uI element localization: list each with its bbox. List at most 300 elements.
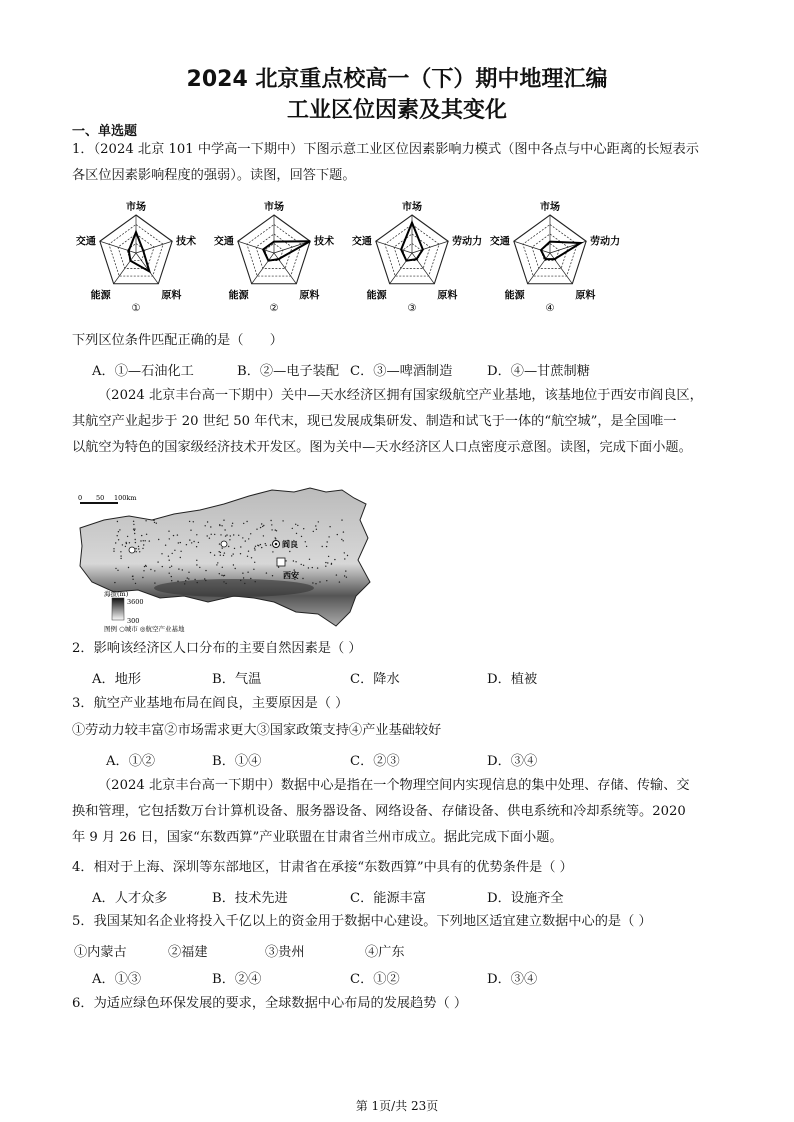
- population-dot: [224, 552, 225, 553]
- population-dot: [254, 548, 255, 549]
- population-dot: [263, 535, 264, 536]
- q1-stem-line2: 各区位因素影响程度的强弱）。读图，回答下题。: [72, 168, 356, 183]
- population-dot: [282, 520, 283, 521]
- radar-label: 市场: [264, 202, 284, 213]
- population-dot: [266, 572, 267, 573]
- population-dot: [344, 552, 345, 553]
- population-dot: [326, 546, 327, 547]
- radar-label: 原料: [299, 290, 320, 302]
- population-dot: [188, 578, 189, 579]
- population-dot: [248, 551, 249, 552]
- radar-diagram-2: [214, 200, 334, 314]
- population-dot: [289, 551, 290, 552]
- radar-label: 技术: [176, 236, 197, 248]
- q1-question: 下列区位条件匹配正确的是（ ）: [72, 333, 283, 348]
- q1-option-b: B．②—电子装配: [237, 364, 340, 379]
- q4-option-a: A．人才众多: [92, 891, 168, 906]
- population-dot: [134, 533, 135, 534]
- population-dot: [125, 546, 126, 547]
- population-dot: [275, 538, 276, 539]
- population-dot: [145, 540, 146, 541]
- population-dot: [115, 542, 116, 543]
- population-dot: [260, 544, 261, 545]
- population-dot: [193, 521, 194, 522]
- radar-label: 交通: [75, 236, 96, 248]
- population-dot: [118, 531, 119, 532]
- diagram-caption: ①: [131, 303, 141, 314]
- population-dot: [293, 560, 294, 561]
- population-dot: [337, 534, 338, 535]
- passage2-line3: 以航空为特色的国家级经济技术开发区。图为关中—天水经济区人口点密度示意图。读图，完成下面小题。: [72, 440, 692, 455]
- population-dot: [231, 525, 232, 526]
- legend-max: 3600: [127, 598, 144, 606]
- population-dot: [190, 530, 191, 531]
- population-dot: [210, 526, 211, 527]
- population-dot: [149, 540, 150, 541]
- population-dot: [196, 560, 197, 561]
- radar-label: 市场: [402, 202, 422, 213]
- radar-axis: [412, 241, 448, 253]
- population-dot: [308, 567, 309, 568]
- radar-label: 原料: [575, 290, 596, 302]
- population-dot: [242, 573, 243, 574]
- q3-option-b: B．①④: [212, 754, 262, 769]
- q2-option-d: D．植被: [487, 672, 538, 687]
- population-dot: [146, 534, 147, 535]
- population-dot: [145, 565, 146, 566]
- population-dot: [168, 531, 169, 532]
- population-dot: [301, 564, 302, 565]
- city-xian-label: 西安: [283, 570, 299, 580]
- population-dot: [336, 574, 337, 575]
- population-dot: [328, 556, 329, 557]
- population-dot: [254, 549, 255, 550]
- population-dot: [113, 551, 114, 552]
- population-dot: [128, 567, 129, 568]
- population-dot: [117, 535, 118, 536]
- radar-diagram-1: [76, 200, 196, 314]
- population-dot: [276, 530, 277, 531]
- population-dot: [331, 564, 332, 565]
- population-dot: [191, 542, 192, 543]
- q5-place-2: ②福建: [168, 945, 208, 960]
- radar-axis: [412, 253, 434, 284]
- radar-axis: [136, 253, 158, 284]
- q4-option-c: C．能源丰富: [350, 891, 427, 906]
- city-yanliang-label: 阎良: [282, 539, 298, 549]
- population-dot: [232, 523, 233, 524]
- population-dot: [229, 539, 230, 540]
- population-dot: [135, 539, 136, 540]
- population-dot: [297, 525, 298, 526]
- population-dot: [334, 559, 335, 560]
- q5-place-3: ③贵州: [265, 945, 305, 960]
- population-dot: [129, 542, 130, 543]
- q2-option-a: A．地形: [92, 672, 142, 687]
- q6-stem: 6．为适应绿色环保发展的要求，全球数据中心布局的发展趋势（ ）: [72, 996, 468, 1011]
- population-dot: [319, 581, 320, 582]
- population-dot: [205, 580, 206, 581]
- population-dot: [178, 568, 179, 569]
- population-dot: [134, 530, 135, 531]
- scale-100: 100km: [114, 494, 137, 502]
- population-dot: [221, 525, 222, 526]
- diagram-caption: ②: [269, 303, 279, 314]
- population-dot: [343, 540, 344, 541]
- population-dot: [141, 535, 142, 536]
- population-dot: [168, 556, 169, 557]
- population-dot: [171, 576, 172, 577]
- population-dot: [343, 531, 344, 532]
- population-dot: [122, 544, 123, 545]
- population-dot: [120, 555, 121, 556]
- population-dot: [261, 547, 262, 548]
- population-dot: [345, 570, 346, 571]
- radar-label: 交通: [213, 236, 234, 248]
- population-dot: [230, 535, 231, 536]
- q1-option-c: C．③—啤酒制造: [350, 364, 453, 379]
- section-heading: 一、单选题: [72, 124, 138, 139]
- population-dot: [133, 524, 134, 525]
- radar-label: 能源: [90, 290, 111, 302]
- population-dot: [315, 525, 316, 526]
- population-dot: [169, 538, 170, 539]
- population-dot: [325, 566, 326, 567]
- radar-label: 劳动力: [590, 236, 621, 248]
- q3-option-d: D．③④: [487, 754, 538, 769]
- population-dot: [233, 564, 234, 565]
- population-dot: [184, 583, 185, 584]
- population-dot: [205, 525, 206, 526]
- q3-conditions: ①劳动力较丰富②市场需求更大③国家政策支持④产业基础较好: [72, 723, 442, 738]
- population-dot: [172, 553, 173, 554]
- population-dot: [246, 521, 247, 522]
- population-dot: [144, 566, 145, 567]
- population-dot: [306, 546, 307, 547]
- population-dot: [142, 548, 143, 549]
- population-dot: [240, 580, 241, 581]
- population-dot: [118, 539, 119, 540]
- population-dot: [169, 573, 170, 574]
- population-dot: [234, 548, 235, 549]
- q3-option-a: A．①②: [106, 754, 156, 769]
- population-dot: [240, 546, 241, 547]
- radar-label: 能源: [228, 290, 249, 302]
- population-dot: [207, 521, 208, 522]
- population-dot: [169, 560, 170, 561]
- population-dot: [224, 529, 225, 530]
- document-title: 2024 北京重点校高一（下）期中地理汇编: [186, 67, 608, 92]
- population-dot: [305, 541, 306, 542]
- population-dot: [226, 534, 227, 535]
- passage2-line1: （2024 北京丰台高一下期中）关中—天水经济区拥有国家级航空产业基地，该基地位于西安市阎良区，: [98, 388, 703, 403]
- population-dot: [185, 580, 186, 581]
- population-dot: [222, 547, 223, 548]
- population-dot: [196, 546, 197, 547]
- population-dot: [214, 534, 215, 535]
- population-dot: [138, 546, 139, 547]
- legend-items: 图例 ○城市 ◎航空产业基地: [104, 625, 185, 632]
- population-dot: [223, 555, 224, 556]
- population-dot: [135, 542, 136, 543]
- population-dot: [120, 551, 121, 552]
- population-dot: [214, 555, 215, 556]
- population-dot: [220, 552, 221, 553]
- population-dot: [156, 523, 157, 524]
- population-dot: [285, 560, 286, 561]
- population-dot: [115, 568, 116, 569]
- population-dot: [189, 539, 190, 540]
- population-dot: [180, 551, 181, 552]
- q5-stem: 5．我国某知名企业将投入千亿以上的资金用于数据中心建设。下列地区适宜建立数据中心的是（ ）: [72, 914, 652, 929]
- population-dot: [132, 579, 133, 580]
- population-dot: [199, 567, 200, 568]
- q5-place-1: ①内蒙古: [74, 945, 127, 960]
- population-dot: [265, 543, 266, 544]
- population-dot: [260, 527, 261, 528]
- population-dot: [317, 567, 318, 568]
- population-dot: [243, 577, 244, 578]
- population-dot: [272, 575, 273, 576]
- population-dot: [270, 520, 271, 521]
- population-dot: [251, 557, 252, 558]
- elevation-legend-bar: [112, 598, 124, 620]
- scale-0: 0: [78, 494, 83, 502]
- population-dot: [162, 566, 163, 567]
- population-dot: [270, 544, 271, 545]
- population-dot: [198, 542, 199, 543]
- population-dot: [327, 562, 328, 563]
- population-dot: [223, 581, 224, 582]
- scale-50: 50: [96, 494, 105, 502]
- population-dot: [171, 566, 172, 567]
- population-dot: [220, 534, 221, 535]
- population-dot: [224, 575, 225, 576]
- population-dot: [161, 553, 162, 554]
- population-dot: [235, 568, 236, 569]
- population-dot: [153, 520, 154, 521]
- population-dot: [196, 534, 197, 535]
- radar-diagram-4: [490, 200, 620, 314]
- population-dot: [248, 538, 249, 539]
- population-dot: [263, 525, 264, 526]
- population-dot: [341, 539, 342, 540]
- population-dot: [327, 541, 328, 542]
- population-dot: [143, 540, 144, 541]
- population-dot: [133, 529, 134, 530]
- population-dot: [177, 534, 178, 535]
- population-dot: [325, 562, 326, 563]
- population-dot: [312, 582, 313, 583]
- location-factor-diagrams: [70, 195, 670, 320]
- population-dot: [312, 567, 313, 568]
- population-dot: [139, 551, 140, 552]
- population-dot: [233, 553, 234, 554]
- population-dot: [262, 526, 263, 527]
- population-dot: [347, 555, 348, 556]
- q5-place-4: ④广东: [365, 945, 405, 960]
- population-dot: [138, 548, 139, 549]
- q5-option-b: B．②④: [212, 972, 262, 987]
- radar-label: 能源: [366, 290, 387, 302]
- population-dot: [142, 577, 143, 578]
- legend-title: 海拔(m): [104, 590, 129, 598]
- population-dot: [278, 567, 279, 568]
- population-dot: [243, 523, 244, 524]
- population-dot: [126, 542, 127, 543]
- population-dot: [135, 548, 136, 549]
- diagram-caption: ④: [545, 303, 555, 314]
- population-dot: [233, 534, 234, 535]
- population-dot: [250, 578, 251, 579]
- population-dot: [271, 524, 272, 525]
- radar-label: 技术: [314, 236, 335, 248]
- q2-option-b: B．气温: [212, 672, 262, 687]
- radar-diagram-3: [352, 200, 482, 314]
- q1-option-d: D．④—甘蔗制糖: [487, 364, 590, 379]
- population-dot: [135, 583, 136, 584]
- radar-axis: [274, 253, 296, 284]
- population-dot: [196, 564, 197, 565]
- population-dot: [272, 551, 273, 552]
- population-dot: [186, 544, 187, 545]
- q1-stem-line1: 1．（2024 北京 101 中学高一下期中）下图示意工业区位因素影响力模式（图中各点与中心距离的长短表示: [72, 142, 699, 157]
- population-dot: [275, 529, 276, 530]
- population-dot: [145, 520, 146, 521]
- population-dot: [209, 538, 210, 539]
- city-marker: [277, 558, 285, 566]
- population-dot: [219, 573, 220, 574]
- population-dot: [117, 570, 118, 571]
- population-dot: [134, 528, 135, 529]
- population-dot: [194, 579, 195, 580]
- population-dot: [180, 542, 181, 543]
- population-dot: [127, 536, 128, 537]
- radar-label: 原料: [437, 290, 458, 302]
- population-density-map: [74, 486, 384, 632]
- q3-stem: 3．航空产业基地布局在阎良，主要原因是（ ）: [72, 696, 349, 711]
- q3-option-c: C．②③: [350, 754, 400, 769]
- population-dot: [254, 562, 255, 563]
- population-dot: [313, 531, 314, 532]
- population-dot: [295, 561, 296, 562]
- passage4-line3: 年 9 月 26 日，国家“东数西算”产业联盟在甘肃省兰州市成立。据此完成下面小题。: [72, 830, 563, 845]
- population-dot: [143, 544, 144, 545]
- population-dot: [221, 575, 222, 576]
- radar-label: 原料: [161, 290, 182, 302]
- population-dot: [171, 580, 172, 581]
- q4-option-b: B．技术先进: [212, 891, 288, 906]
- population-dot: [265, 545, 266, 546]
- population-dot: [158, 539, 159, 540]
- population-dot: [205, 570, 206, 571]
- population-dot: [261, 523, 262, 524]
- population-dot: [219, 551, 220, 552]
- population-dot: [255, 546, 256, 547]
- radar-label: 市场: [126, 202, 146, 213]
- population-dot: [253, 569, 254, 570]
- population-dot: [187, 577, 188, 578]
- population-dot: [211, 534, 212, 535]
- population-dot: [219, 543, 220, 544]
- q4-option-d: D．设施齐全: [487, 891, 564, 906]
- q2-option-c: C．降水: [350, 672, 400, 687]
- population-dot: [219, 525, 220, 526]
- population-dot: [344, 575, 345, 576]
- population-dot: [256, 529, 257, 530]
- population-dot: [296, 533, 297, 534]
- passage4-line1: （2024 北京丰台高一下期中）数据中心是指在一个物理空间内实现信息的集中处理、存储、传输、交: [98, 778, 690, 793]
- q2-stem: 2．影响该经济区人口分布的主要自然因素是（ ）: [72, 641, 362, 656]
- population-dot: [182, 569, 183, 570]
- population-dot: [316, 529, 317, 530]
- population-dot: [133, 521, 134, 522]
- population-dot: [228, 546, 229, 547]
- population-dot: [257, 545, 258, 546]
- legend-min: 300: [127, 617, 140, 625]
- population-dot: [173, 535, 174, 536]
- q4-stem: 4．相对于上海、深圳等东部地区，甘肃省在承接“东数西算”中具有的优势条件是（ ）: [72, 860, 573, 875]
- population-dot: [301, 536, 302, 537]
- population-dot: [339, 581, 340, 582]
- population-dot: [189, 521, 190, 522]
- population-dot: [114, 582, 115, 583]
- q5-option-a: A．①③: [92, 972, 142, 987]
- population-dot: [143, 570, 144, 571]
- population-dot: [341, 519, 342, 520]
- population-dot: [132, 576, 133, 577]
- radar-label: 交通: [489, 236, 510, 248]
- population-dot: [225, 583, 226, 584]
- population-dot: [119, 529, 120, 530]
- population-dot: [207, 535, 208, 536]
- population-dot: [177, 581, 178, 582]
- population-dot: [165, 545, 166, 546]
- population-dot: [225, 535, 226, 536]
- population-dot: [204, 578, 205, 579]
- population-dot: [302, 578, 303, 579]
- population-dot: [222, 567, 223, 568]
- population-dot: [220, 555, 221, 556]
- population-dot: [174, 550, 175, 551]
- population-dot: [244, 583, 245, 584]
- population-dot: [231, 555, 232, 556]
- population-dot: [240, 553, 241, 554]
- population-dot: [197, 582, 198, 583]
- population-dot: [322, 546, 323, 547]
- population-dot: [255, 581, 256, 582]
- document-subtitle: 工业区位因素及其变化: [286, 98, 507, 123]
- population-dot: [154, 582, 155, 583]
- population-dot: [120, 558, 121, 559]
- population-dot: [309, 559, 310, 560]
- population-dot: [271, 529, 272, 530]
- population-dot: [150, 569, 151, 570]
- population-dot: [217, 562, 218, 563]
- population-dot: [242, 537, 243, 538]
- population-dot: [247, 572, 248, 573]
- population-dot: [329, 526, 330, 527]
- population-dot: [140, 540, 141, 541]
- diagram-caption: ③: [407, 303, 417, 314]
- q5-option-d: D．③④: [487, 972, 538, 987]
- population-dot: [169, 567, 170, 568]
- q1-option-a: A．①—石油化工: [92, 364, 194, 379]
- radar-label: 交通: [351, 236, 372, 248]
- population-dot: [154, 522, 155, 523]
- radar-axis: [550, 253, 572, 284]
- population-dot: [346, 577, 347, 578]
